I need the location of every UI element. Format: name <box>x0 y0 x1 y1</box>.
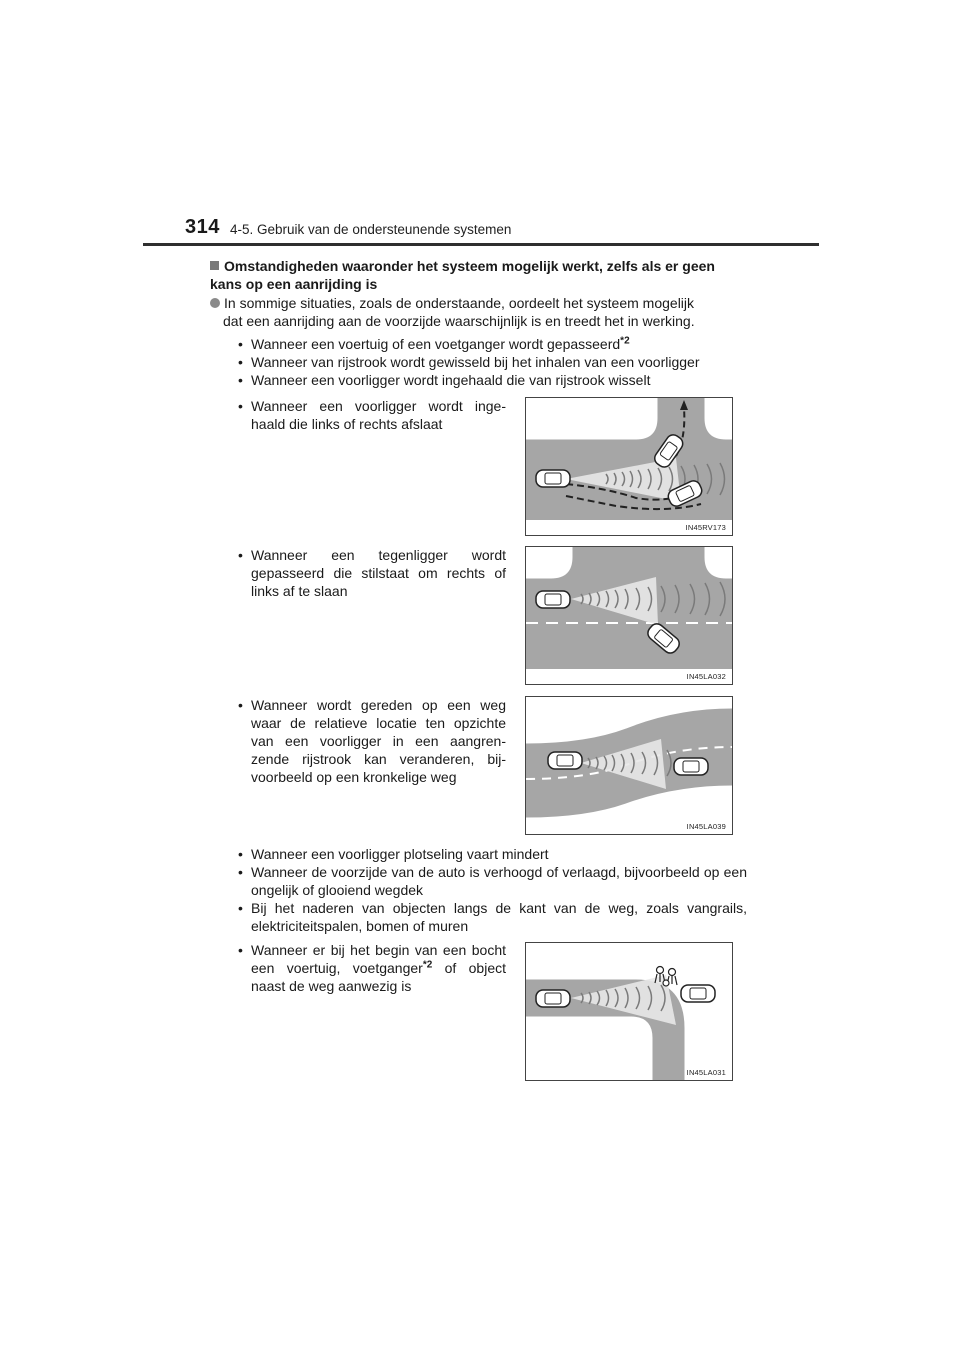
bullet-text: Wanneer de voorzijde van de auto is verhoogd of verlaagd, bijvoorbeeld op een ongelijk of glooiend wegdek <box>251 864 747 898</box>
bullet-text: Wanneer een voorligger wordt inge-haald die links of rechts afslaat <box>251 398 506 432</box>
round-bullet-icon <box>210 298 220 308</box>
bullet-item <box>238 899 747 935</box>
bullet-item <box>238 696 506 786</box>
bullet-text-end: of object naast de weg aanwezig is <box>251 960 506 994</box>
bullet-marker: • <box>238 336 243 352</box>
bullet-item <box>238 845 751 863</box>
bullet-text: Wanneer een voorligger plotseling vaart mindert <box>251 846 549 862</box>
bullet-marker: • <box>238 547 243 563</box>
heading-text: Omstandigheden waaronder het systeem mogelijk werkt, zelfs als er geen kans op een aanrijding is <box>210 258 715 292</box>
heading <box>210 257 745 293</box>
illustration-curve <box>526 697 732 834</box>
bullet-marker: • <box>238 398 243 414</box>
intro-line-2: dat een aanrijding aan de voorzijde waarschijnlijk is en treedt het in werking. <box>223 313 695 329</box>
figure-bend-obstacle <box>525 942 733 1081</box>
bullet-marker: • <box>238 846 243 862</box>
bullet-text: Wanneer van rijstrook wordt gewisseld bij het inhalen van een voorligger <box>251 354 700 370</box>
bullet-marker: • <box>238 864 243 880</box>
page-number: 314 <box>185 216 220 238</box>
square-bullet-icon <box>210 261 219 270</box>
intro-line-1: In sommige situaties, zoals de onderstaande, oordeelt het systeem mogelijk <box>224 295 695 311</box>
bullet-marker: • <box>238 697 243 713</box>
bullet-marker: • <box>238 942 243 958</box>
bullet-marker: • <box>238 900 243 916</box>
figure-code: IN45LA039 <box>686 822 726 831</box>
bullet-item <box>238 863 747 899</box>
intro-paragraph <box>223 294 746 330</box>
bullet-text: Bij het naderen van objecten langs de kant van de weg, zoals vangrails, elektriciteitspalen, bomen of muren <box>251 900 747 934</box>
bullet-item <box>238 397 506 433</box>
figure-code: IN45LA031 <box>686 1068 726 1077</box>
bullet-text: Wanneer er bij het begin van een bocht een voertuig, voetganger <box>251 942 506 976</box>
bullet-item <box>238 546 506 600</box>
bullet-text: Wanneer een voertuig of een voetganger wordt gepasseerd <box>251 336 621 352</box>
bullet-item <box>238 371 751 389</box>
illustration-bend <box>526 943 732 1080</box>
bullet-text: Wanneer een voorligger wordt ingehaald die van rijstrook wisselt <box>251 372 651 388</box>
header-rule <box>143 243 819 246</box>
bullet-marker: • <box>238 354 243 370</box>
bullet-item <box>238 335 751 353</box>
illustration-oncoming <box>526 547 732 684</box>
figure-curved-road <box>525 696 733 835</box>
figure-turning-vehicle <box>525 397 733 536</box>
section-title: 4-5. Gebruik van de ondersteunende systemen <box>230 222 512 237</box>
bullet-item <box>238 941 506 995</box>
bullet-text: Wanneer wordt gereden op een weg waar de relatieve locatie ten opzichte van een voorligger in een aangren-zende rijstrook kan veranderen, bij-voorbeeld op een kronkelige weg <box>251 697 506 785</box>
bullet-item <box>238 353 751 371</box>
footnote-marker: *2 <box>422 959 433 971</box>
footnote-marker: *2 <box>620 335 630 347</box>
bullet-text: Wanneer een tegenligger wordt gepasseerd die stilstaat om rechts of links af te slaan <box>251 547 506 599</box>
figure-code: IN45LA032 <box>686 672 726 681</box>
illustration-turn <box>526 398 732 535</box>
figure-oncoming-vehicle <box>525 546 733 685</box>
bullet-marker: • <box>238 372 243 388</box>
figure-code: IN45RV173 <box>685 523 726 532</box>
